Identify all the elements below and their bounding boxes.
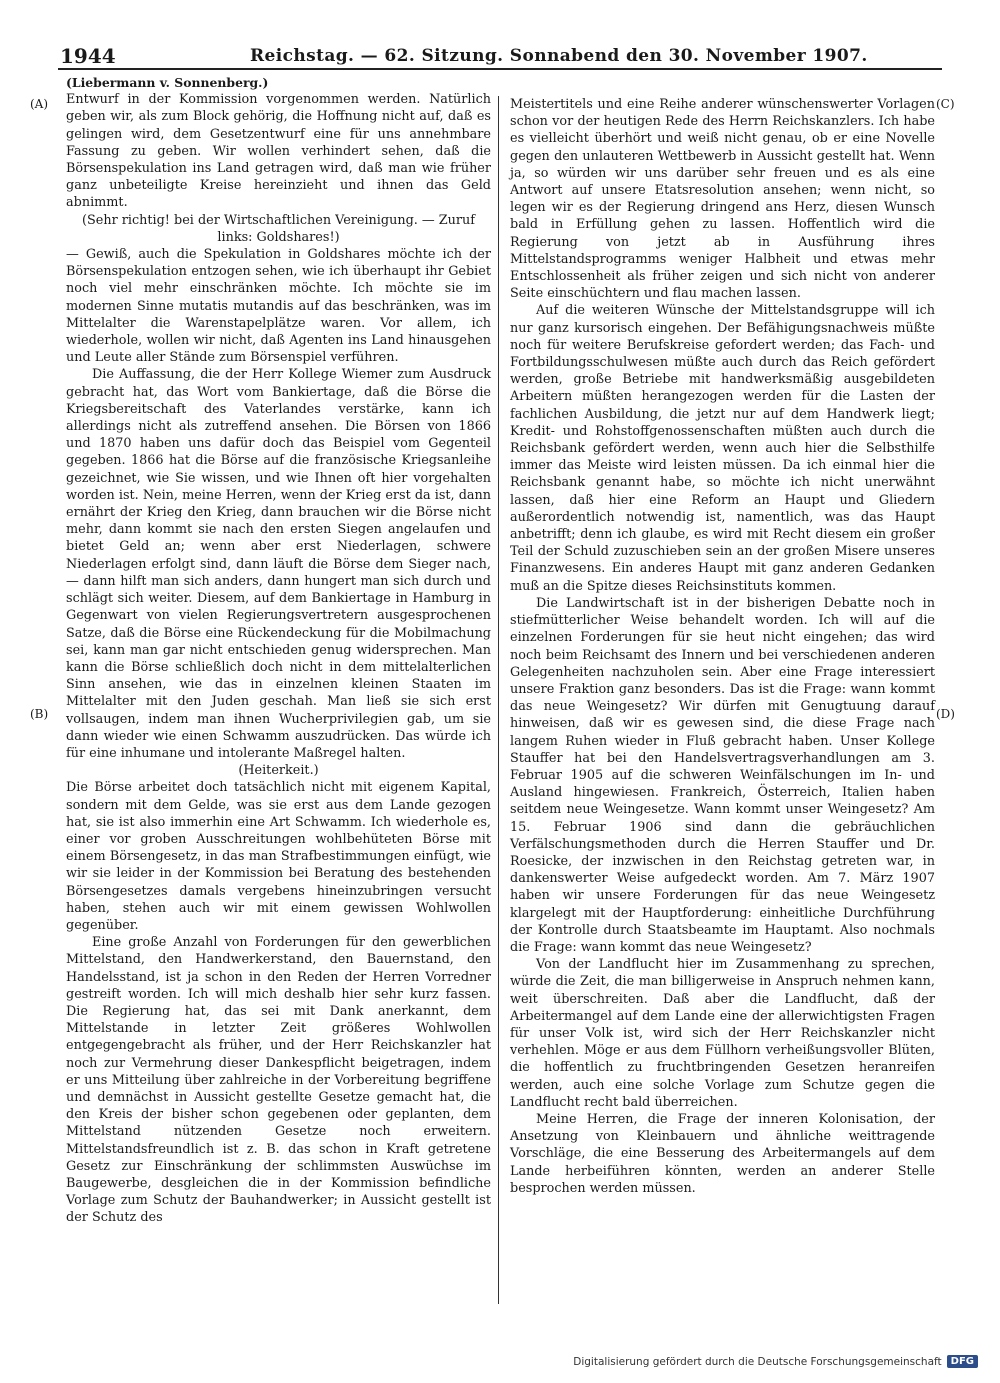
right-column	[510, 96, 935, 1197]
footer-credit	[573, 1355, 978, 1368]
paragraph: Auf die weiteren Wünsche der Mittelstandsgruppe will ich nur ganz kursorisch eingehen. Der Befähigungsnachweis müßte noch für weitere Berufskreise gefordert werden; das Fach- und Fortbildungsschulwesen müßte auch durch das Reich gefördert werden, große Betriebe mit handwerksmäßig ausgebildeten Arbeitern müßten herangezogen werden für die Lasten der fachlichen Ausbildung, die jetzt nur auf dem Handwerk liegt; Kredit- und Rohstoffgenossenschaften müßten auch durch die Reichsbank gefördert werden, wenn auch hier die Selbsthilfe immer das Meiste wird leisten müssen. Da ich einmal hier die Reichsbank genannt habe, so möchte ich nicht unerwähnt lassen, daß hier eine Reform an Haupt und Gliedern außerordentlich notwendig ist, namentlich, was das Haupt anbetrifft; denn ich glaube, es wird mit Recht diesem ein großer Teil der Schuld zuzuschieben sein an der großen Misere unseres Finanzwesens. Ein anderes Haupt mit ganz anderen Gedanken muß an die Spitze dieses Reichsinstituts kommen.	[510, 303, 935, 594]
speaker-label: (Liebermann v. Sonnenberg.)	[66, 75, 269, 90]
dfg-logo-icon: DFG	[947, 1355, 978, 1368]
column-divider	[498, 96, 499, 1304]
margin-mark-b: (B)	[30, 707, 49, 721]
paragraph: Die Auffassung, die der Herr Kollege Wiemer zum Ausdruck gebracht hat, das Wort vom Bankiertage, daß die Börse die Kriegsbereitschaft des Vaterlandes verstärke, kann ich allerdings nicht als zutreffend ansehen. Die Börsen von 1866 und 1870 haben uns dafür doch das Beispiel vom Gegenteil gegeben. 1866 hat die Börse auf die französische Kriegsanleihe gezeichnet, wie Sie wissen, und wie Ihnen oft hier vorgehalten worden ist. Nein, meine Herren, wenn der Krieg erst da ist, dann ernährt der Krieg den Krieg, dann brauchen wir die Börse nicht mehr, dann kommt sie nach den ersten Siegen angelaufen und bietet Geld an; wenn aber erst Niederlagen, schwere Niederlagen erfolgt sind, dann läuft die Börse dem Sieger nach, — dann hilft man sich anders, dann hungert man sich durch und schlägt sich weiter. Diesem, auf dem Bankiertage in Hamburg in Gegenwart von vielen Regierungsvertretern ausgesprochenen Satze, daß die Börse eine Rückendeckung für die Mobilmachung sei, kann man gar nicht entschieden genug widersprechen. Man kann die Börse schließlich doch nicht in dem mittelalterlichen Sinn ansehen, wie das in einzelnen kleinen Staaten im Mittelalter mit den Juden geschah. Man ließ sie sich erst vollsaugen, indem man ihnen Wucherprivilegien gab, um sie dann wieder wie einen Schwamm auszudrücken. Das würde ich für eine inhumane und intolerante Maßregel halten.	[66, 367, 491, 761]
paragraph: Die Landwirtschaft ist in der bisherigen Debatte noch in stiefmütterlicher Weise behandelt worden. Ich will auf die einzelnen Forderungen für sie heut nicht eingehen; das wird noch beim Reichsamt des Innern und bei verschiedenen anderen Gelegenheiten nachzuholen sein. Aber eine Frage interessiert unsere Fraktion ganz besonders. Das ist die Frage: wann kommt das neue Weingesetz? Wir dürfen mit Genugtuung darauf hinweisen, daß wir es gewesen sind, die diese Frage nach langem Ruhen wieder in Fluß gebracht haben. Unser Kollege Stauffer hat bei den Handelsvertragsverhandlungen am 3. Februar 1905 auf die schweren Weinfälschungen im In- und Ausland hingewiesen. Frankreich, Österreich, Italien haben seitdem neue Weingesetze. Wann kommt unser Weingesetz? Am 15. Februar 1906 sind dann die gebräuchlichen Verfälschungsmethoden durch die Herren Stauffer und Dr. Roesicke, der inzwischen in den Reichstag getreten war, in dankenswerter Weise aufgedeckt worden. Am 7. März 1907 haben wir unsere Forderungen für das neue Weingesetz klargelegt mit der Hauptforderung: einheitliche Durchführung der Kontrolle durch Staatsbeamte im Hauptamt. Also nochmals die Frage: wann kommt das neue Weingesetz?	[510, 595, 935, 955]
footer-text: Digitalisierung gefördert durch die Deutsche Forschungsgemeinschaft	[573, 1355, 942, 1368]
margin-mark-c: (C)	[936, 97, 955, 111]
interjection: (Heiterkeit.)	[238, 763, 319, 779]
paragraph: Meistertitels und eine Reihe anderer wünschenswerter Vorlagen schon vor der heutigen Rede des Herrn Reichskanzlers. Ich habe es vielleicht überhört und weiß nicht genau, ob er eine Novelle gegen den unlauteren Wettbewerb in Aussicht gestellt hat. Wenn ja, so würden wir uns darüber sehr freuen und es als eine Antwort auf unsere Etatsresolution ansehen; wenn nicht, so legen wir es der Regierung dringend ans Herz, diesen Wunsch bald in Erfüllung gehen zu lassen. Hoffentlich wird die Regierung von jetzt ab in Ausführung ihres Mittelstandsprogramms weniger Halbheit und etwas mehr Entschlossenheit als früher zeigen und sich nicht von anderer Seite einschüchtern und flau machen lassen.	[510, 97, 935, 302]
paragraph: Entwurf in der Kommission vorgenommen werden. Natürlich geben wir, als zum Block gehörig, die Hoffnung nicht auf, daß es gelingen wird, dem Gesetzentwurf eine für uns annehmbare Fassung zu geben. Wir wollen verhindert sehen, daß die Börsenspekulation ins Land getragen wird, daß man wie früher ganz unbeteiligte Kreise hereinzieht und ihnen das Geld abnimmt.	[66, 92, 491, 211]
header-rule	[58, 68, 942, 70]
interjection: (Sehr richtig! bei der Wirtschaftlichen Vereinigung. — Zuruf links: Goldshares!)	[82, 212, 475, 245]
paragraph: Von der Landflucht hier im Zusammenhang zu sprechen, würde die Zeit, die man billigerweise in Anspruch nehmen kann, weit überschreiten. Daß aber die Landflucht, daß der Arbeitermangel auf dem Lande eine der allerwichtigsten Fragen für unser Volk ist, wird sich der Herr Reichskanzler nicht verhehlen. Möge er aus dem Füllhorn verheißungsvoller Blüten, die hoffentlich zu fruchtbringenden Gesetzen heranreifen werden, auch eine solche Vorlage zum Schutze gegen die Landflucht recht bald überreichen.	[510, 957, 935, 1110]
paragraph: Meine Herren, die Frage der inneren Kolonisation, der Ansetzung von Kleinbauern und ähnliche weittragende Vorschläge, die eine Besserung des Arbeitermangels auf dem Lande herbeiführen könnten, werden an anderer Stelle besprochen werden müssen.	[510, 1111, 935, 1196]
margin-mark-d: (D)	[936, 707, 955, 721]
paragraph: — Gewiß, auch die Spekulation in Goldshares möchte ich der Börsenspekulation entzogen sehen, wie ich überhaupt ihr Gebiet noch viel mehr einschränken möchte. Ich möchte sie im modernen Sinne mutatis mutandis auf das beschränken, was im Mittelalter die Warenstapelplätze waren. Vor allem, ich wiederhole, wollen wir nicht, daß Agenten ins Land hinausgehen und Leute aller Stände zum Börsenspiel verführen.	[66, 247, 491, 366]
page-number: 1944	[60, 44, 116, 68]
margin-mark-a: (A)	[30, 97, 49, 111]
left-column	[66, 74, 491, 1227]
paragraph: Die Börse arbeitet doch tatsächlich nicht mit eigenem Kapital, sondern mit dem Gelde, was sie erst aus dem Lande gezogen hat, sie ist also immerhin eine Art Schwamm. Ich wiederhole es, einer vor groben Ausschreitungen wohlbehüteten Börse mit einem Börsengesetz, in das man Strafbestimmungen einfügt, wie wir sie leider in der Kommission bei Beratung des bestehenden Börsengesetzes damals vergebens hineinzubringen versucht haben, stehen auch wir mit einem gewissen Wohlwollen gegenüber.	[66, 780, 491, 933]
running-title: Reichstag. — 62. Sitzung. Sonnabend den 30. November 1907.	[250, 46, 868, 66]
paragraph: Eine große Anzahl von Forderungen für den gewerblichen Mittelstand, den Handwerkerstand, den Bauernstand, den Handelsstand, ist ja schon in den Reden der Herren Vorredner gestreift worden. Ich will mich deshalb hier sehr kurz fassen. Die Regierung hat, das sei mit Dank anerkannt, dem Mittelstande in letzter Zeit größeres Wohlwollen entgegengebracht als früher, und der Herr Reichskanzler hat noch zur Vermehrung dieser Dankespflicht beigetragen, indem er uns Mitteilung über zahlreiche in der Vorbereitung begriffene und demnächst in Aussicht gestellte Gesetze gemacht hat, die den Kreis der bisher schon gegebenen oder geplanten, dem Mittelstand nützenden Gesetze noch erweitern. Mittelstandsfreundlich ist z. B. das schon in Kraft getretene Gesetz zur Einschränkung der schlimmsten Auswüchse im Baugewerbe, desgleichen die in der Kommission befindliche Vorlage zum Schutz der Bauhandwerker; in Aussicht gestellt ist der Schutz des	[66, 935, 491, 1226]
